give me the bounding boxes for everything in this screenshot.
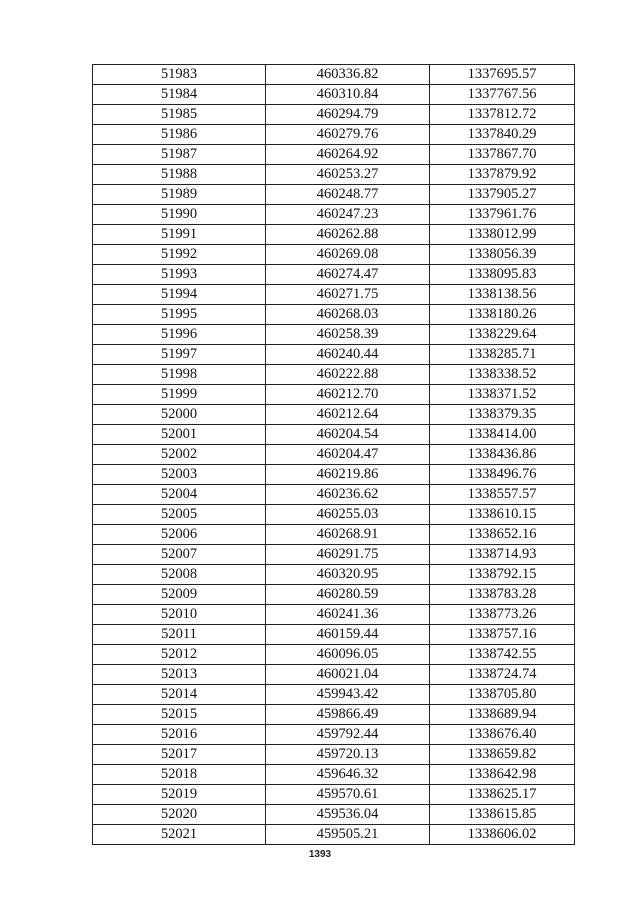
point-id-cell: 52005 xyxy=(93,505,266,525)
point-id-cell: 52006 xyxy=(93,525,266,545)
point-id-cell: 51992 xyxy=(93,245,266,265)
point-id-cell: 51985 xyxy=(93,105,266,125)
y-coordinate-cell: 1338625.17 xyxy=(430,785,575,805)
point-id-cell: 51991 xyxy=(93,225,266,245)
table-row xyxy=(93,625,575,645)
table-row xyxy=(93,145,575,165)
x-coordinate-cell: 460212.70 xyxy=(266,385,430,405)
x-coordinate-cell: 460248.77 xyxy=(266,185,430,205)
y-coordinate-cell: 1337840.29 xyxy=(430,125,575,145)
table-row xyxy=(93,165,575,185)
x-coordinate-cell: 460096.05 xyxy=(266,645,430,665)
table-row xyxy=(93,825,575,845)
table-row xyxy=(93,285,575,305)
x-coordinate-cell: 460255.03 xyxy=(266,505,430,525)
table-row xyxy=(93,205,575,225)
page-number: 1393 xyxy=(308,849,332,860)
x-coordinate-cell: 460240.44 xyxy=(266,345,430,365)
y-coordinate-cell: 1338689.94 xyxy=(430,705,575,725)
x-coordinate-cell: 459943.42 xyxy=(266,685,430,705)
point-id-cell: 51987 xyxy=(93,145,266,165)
x-coordinate-cell: 460247.23 xyxy=(266,205,430,225)
point-id-cell: 52018 xyxy=(93,765,266,785)
y-coordinate-cell: 1338783.28 xyxy=(430,585,575,605)
table-row xyxy=(93,245,575,265)
x-coordinate-cell: 460159.44 xyxy=(266,625,430,645)
table-row xyxy=(93,425,575,445)
table-row xyxy=(93,85,575,105)
x-coordinate-cell: 460222.88 xyxy=(266,365,430,385)
y-coordinate-cell: 1338414.00 xyxy=(430,425,575,445)
x-coordinate-cell: 459720.13 xyxy=(266,745,430,765)
table-row xyxy=(93,325,575,345)
point-id-cell: 52010 xyxy=(93,605,266,625)
table-row xyxy=(93,765,575,785)
table-row xyxy=(93,725,575,745)
table-row xyxy=(93,125,575,145)
y-coordinate-cell: 1337905.27 xyxy=(430,185,575,205)
x-coordinate-cell: 459505.21 xyxy=(266,825,430,845)
y-coordinate-cell: 1338705.80 xyxy=(430,685,575,705)
table-row xyxy=(93,345,575,365)
point-id-cell: 51995 xyxy=(93,305,266,325)
point-id-cell: 52014 xyxy=(93,685,266,705)
y-coordinate-cell: 1338138.56 xyxy=(430,285,575,305)
y-coordinate-cell: 1337961.76 xyxy=(430,205,575,225)
point-id-cell: 52012 xyxy=(93,645,266,665)
table-row xyxy=(93,305,575,325)
y-coordinate-cell: 1338642.98 xyxy=(430,765,575,785)
point-id-cell: 52020 xyxy=(93,805,266,825)
y-coordinate-cell: 1337767.56 xyxy=(430,85,575,105)
table-row xyxy=(93,365,575,385)
y-coordinate-cell: 1338652.16 xyxy=(430,525,575,545)
point-id-cell: 52009 xyxy=(93,585,266,605)
x-coordinate-cell: 460336.82 xyxy=(266,65,430,85)
y-coordinate-cell: 1337812.72 xyxy=(430,105,575,125)
y-coordinate-cell: 1338724.74 xyxy=(430,665,575,685)
y-coordinate-cell: 1337867.70 xyxy=(430,145,575,165)
x-coordinate-cell: 460258.39 xyxy=(266,325,430,345)
y-coordinate-cell: 1338610.15 xyxy=(430,505,575,525)
y-coordinate-cell: 1337695.57 xyxy=(430,65,575,85)
x-coordinate-cell: 460274.47 xyxy=(266,265,430,285)
x-coordinate-cell: 460219.86 xyxy=(266,465,430,485)
y-coordinate-cell: 1338659.82 xyxy=(430,745,575,765)
table-row xyxy=(93,465,575,485)
x-coordinate-cell: 460253.27 xyxy=(266,165,430,185)
table-row xyxy=(93,105,575,125)
table-row xyxy=(93,665,575,685)
x-coordinate-cell: 460294.79 xyxy=(266,105,430,125)
point-id-cell: 52008 xyxy=(93,565,266,585)
table-row xyxy=(93,385,575,405)
point-id-cell: 52019 xyxy=(93,785,266,805)
y-coordinate-cell: 1338557.57 xyxy=(430,485,575,505)
table-row xyxy=(93,65,575,85)
x-coordinate-cell: 459792.44 xyxy=(266,725,430,745)
point-id-cell: 52003 xyxy=(93,465,266,485)
x-coordinate-cell: 459570.61 xyxy=(266,785,430,805)
point-id-cell: 52021 xyxy=(93,825,266,845)
point-id-cell: 51996 xyxy=(93,325,266,345)
y-coordinate-cell: 1337879.92 xyxy=(430,165,575,185)
y-coordinate-cell: 1338012.99 xyxy=(430,225,575,245)
table-row xyxy=(93,785,575,805)
table-row xyxy=(93,265,575,285)
x-coordinate-cell: 460279.76 xyxy=(266,125,430,145)
table-row xyxy=(93,585,575,605)
x-coordinate-cell: 460268.91 xyxy=(266,525,430,545)
y-coordinate-cell: 1338496.76 xyxy=(430,465,575,485)
x-coordinate-cell: 460269.08 xyxy=(266,245,430,265)
table-row xyxy=(93,645,575,665)
y-coordinate-cell: 1338676.40 xyxy=(430,725,575,745)
y-coordinate-cell: 1338436.86 xyxy=(430,445,575,465)
x-coordinate-cell: 460262.88 xyxy=(266,225,430,245)
y-coordinate-cell: 1338606.02 xyxy=(430,825,575,845)
table-body xyxy=(93,65,575,845)
point-id-cell: 52013 xyxy=(93,665,266,685)
coordinates-table xyxy=(92,64,575,845)
x-coordinate-cell: 460280.59 xyxy=(266,585,430,605)
y-coordinate-cell: 1338338.52 xyxy=(430,365,575,385)
point-id-cell: 51986 xyxy=(93,125,266,145)
x-coordinate-cell: 460264.92 xyxy=(266,145,430,165)
point-id-cell: 51999 xyxy=(93,385,266,405)
y-coordinate-cell: 1338285.71 xyxy=(430,345,575,365)
point-id-cell: 51994 xyxy=(93,285,266,305)
table-row xyxy=(93,705,575,725)
table-row xyxy=(93,445,575,465)
x-coordinate-cell: 460212.64 xyxy=(266,405,430,425)
point-id-cell: 51997 xyxy=(93,345,266,365)
x-coordinate-cell: 460310.84 xyxy=(266,85,430,105)
y-coordinate-cell: 1338792.15 xyxy=(430,565,575,585)
x-coordinate-cell: 460268.03 xyxy=(266,305,430,325)
point-id-cell: 51990 xyxy=(93,205,266,225)
table-row xyxy=(93,405,575,425)
table-row xyxy=(93,225,575,245)
point-id-cell: 52004 xyxy=(93,485,266,505)
y-coordinate-cell: 1338773.26 xyxy=(430,605,575,625)
table-row xyxy=(93,545,575,565)
point-id-cell: 51998 xyxy=(93,365,266,385)
x-coordinate-cell: 460204.54 xyxy=(266,425,430,445)
point-id-cell: 51983 xyxy=(93,65,266,85)
point-id-cell: 52017 xyxy=(93,745,266,765)
table-row xyxy=(93,605,575,625)
table-row xyxy=(93,805,575,825)
y-coordinate-cell: 1338714.93 xyxy=(430,545,575,565)
x-coordinate-cell: 460236.62 xyxy=(266,485,430,505)
table-row xyxy=(93,485,575,505)
point-id-cell: 51989 xyxy=(93,185,266,205)
table-row xyxy=(93,565,575,585)
table-row xyxy=(93,505,575,525)
y-coordinate-cell: 1338056.39 xyxy=(430,245,575,265)
x-coordinate-cell: 460271.75 xyxy=(266,285,430,305)
table-row xyxy=(93,525,575,545)
point-id-cell: 52001 xyxy=(93,425,266,445)
table-row xyxy=(93,185,575,205)
point-id-cell: 51984 xyxy=(93,85,266,105)
y-coordinate-cell: 1338180.26 xyxy=(430,305,575,325)
x-coordinate-cell: 459646.32 xyxy=(266,765,430,785)
x-coordinate-cell: 459536.04 xyxy=(266,805,430,825)
y-coordinate-cell: 1338757.16 xyxy=(430,625,575,645)
y-coordinate-cell: 1338371.52 xyxy=(430,385,575,405)
y-coordinate-cell: 1338742.55 xyxy=(430,645,575,665)
x-coordinate-cell: 460204.47 xyxy=(266,445,430,465)
point-id-cell: 51988 xyxy=(93,165,266,185)
point-id-cell: 52007 xyxy=(93,545,266,565)
y-coordinate-cell: 1338615.85 xyxy=(430,805,575,825)
x-coordinate-cell: 460291.75 xyxy=(266,545,430,565)
point-id-cell: 52015 xyxy=(93,705,266,725)
x-coordinate-cell: 460021.04 xyxy=(266,665,430,685)
table-row xyxy=(93,745,575,765)
point-id-cell: 52016 xyxy=(93,725,266,745)
x-coordinate-cell: 460320.95 xyxy=(266,565,430,585)
y-coordinate-cell: 1338229.64 xyxy=(430,325,575,345)
y-coordinate-cell: 1338379.35 xyxy=(430,405,575,425)
x-coordinate-cell: 460241.36 xyxy=(266,605,430,625)
table-row xyxy=(93,685,575,705)
point-id-cell: 52000 xyxy=(93,405,266,425)
point-id-cell: 52011 xyxy=(93,625,266,645)
x-coordinate-cell: 459866.49 xyxy=(266,705,430,725)
point-id-cell: 52002 xyxy=(93,445,266,465)
y-coordinate-cell: 1338095.83 xyxy=(430,265,575,285)
point-id-cell: 51993 xyxy=(93,265,266,285)
